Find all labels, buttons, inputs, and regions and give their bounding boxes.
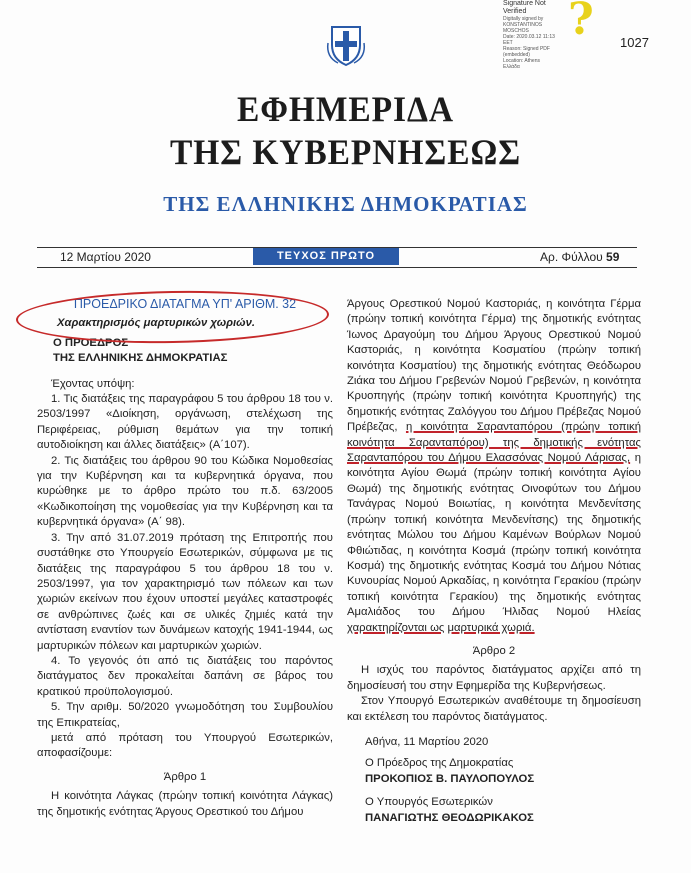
left-column xyxy=(37,297,333,820)
sheet-value: 59 xyxy=(606,250,620,264)
masthead-title: ΕΦΗΜΕΡΙΔΑ xyxy=(236,89,455,129)
article-2-para-2: Στον Υπουργό Εσωτερικών αναθέτουμε τη δημοσίευση και εκτέλεση του παρόντος διατάγματος. xyxy=(347,695,641,723)
president-title: Ο Πρόεδρος της Δημοκρατίας xyxy=(365,757,514,770)
article-2-para-1: Η ισχύς του παρόντος διατάγματος αρχίζει από τη δημοσίευσή του στην Εφημερίδα της Κυβερνήσεως. xyxy=(347,664,641,692)
article-1-conclusion: χαρακτηρίζονται ως μαρτυρικά χωριά. xyxy=(347,621,535,634)
recital-1: 1. Τις διατάξεις της παραγράφου 5 του άρθρου 18 του ν. 2503/1997 «Διοίκηση, οργάνωση, στελέχωση της Περιφέρειας, ρύθμιση θεμάτων για την τοπική αυτοδιοίκηση και άλλες διατάξεις» (Α΄107). xyxy=(37,393,333,452)
recital-4: 4. Το γεγονός ότι από τις διατάξεις του παρόντος διατάγματος δεν προκαλείται δαπάνη σε βάρος του κρατικού προϋπολογισμού. xyxy=(37,654,333,698)
article-1-heading: Άρθρο 1 xyxy=(163,770,207,783)
having-regard: Έχοντας υπόψη: xyxy=(51,377,135,390)
issue-type-badge: ΤΕΥΧΟΣ ΠΡΩΤΟ xyxy=(253,248,399,265)
greek-coat-of-arms-icon xyxy=(324,23,368,67)
decree-subject: Χαρακτηρισμός μαρτυρικών χωριών. xyxy=(57,317,255,330)
page-number: 1027 xyxy=(620,35,649,50)
recital-5: 5. Την αριθμ. 50/2020 γνωμοδότηση του Συμβουλίου της Επικρατείας, xyxy=(37,701,333,729)
recital-2: 2. Τις διατάξεις του άρθρου 90 του Κώδικα Νομοθεσίας για την Κυβέρνηση και τα κυβερνητικά όργανα, που κυρώθηκε με το άρθρο πρώτο του π.δ. 63/2005 «Κωδικοποίηση της νομοθεσίας για την Κυβέρνηση και τα κυβερνητικά όργανα» (Α΄ 98). xyxy=(37,454,333,529)
masthead-subtitle: ΤΗΣ ΚΥΒΕΡΝΗΣΕΩΣ xyxy=(169,132,522,172)
decision-line: μετά από πρόταση του Υπουργού Εσωτερικών, αποφασίζουμε: xyxy=(37,731,333,760)
sheet-number xyxy=(540,250,619,264)
article-1-start: Η κοινότητα Λάγκας (πρώην τοπική κοινότητα Λάγκας) της δημοτικής ενότητας Άργους Ορεστικού του Δήμου xyxy=(37,790,333,818)
digital-signature-stamp: Signature Not Verified Digitally signed by KONSTANTINOS MOSCHOS Date: 2020.03.12 11:13 EET Reason: Signed PDF (embedded) Location: Athens Ελλάδα xyxy=(503,0,555,70)
president-name: ΠΡΟΚΟΠΙΟΣ Β. ΠΑΥΛΟΠΟΥΛΟΣ xyxy=(365,772,535,785)
decree-title: ΠΡΟΕΔΡΙΚΟ ΔΙΑΤΑΓΜΑ ΥΠ' ΑΡΙΘΜ. 32 xyxy=(73,297,297,311)
article-2-heading: Άρθρο 2 xyxy=(472,644,516,657)
issue-date: 12 Μαρτίου 2020 xyxy=(60,250,151,264)
article-1-text-rest: η κοινότητα Αγίου Θωμά (πρώην τοπική κοινότητα Αγίου Θωμά) της δημοτικής ενότητας Οινοφύτων του Δήμου Τανάγρας Νομού Βοιωτίας, η κοινότητα Μενδενίτσης (πρώην τοπική κοινότητα Μενδενίτσης) της δημοτικής ενότητας Μώλου του Δήμου Καμένων Βούρλων Νομού Φθιώτιδας, η κοινότητα Κοσμά (πρώην τοπική κοινότητα Κοσμά) της δημοτικής ενότητας Κοσμά του Δήμου Νότιας Κυνουρίας Νομού Αρκαδίας, η κοινότητα Γερακίου (πρώην τοπική κοινότητα Γερακίου) της δημοτικής ενότητας Αμαλιάδος του Δήμου Ήλιδας Νομού Ηλείας xyxy=(347,452,641,619)
place-date: Αθήνα, 11 Μαρτίου 2020 xyxy=(365,735,489,748)
right-column xyxy=(347,297,641,826)
president-heading-2: ΤΗΣ ΕΛΛΗΝΙΚΗΣ ΔΗΜΟΚΡΑΤΙΑΣ xyxy=(53,352,228,365)
article-1-body xyxy=(347,297,641,636)
masthead-republic: ΤΗΣ ΕΛΛΗΝΙΚΗΣ ΔΗΜΟΚΡΑΤΙΑΣ xyxy=(163,192,528,216)
minister-name: ΠΑΝΑΓΙΩΤΗΣ ΘΕΟΔΩΡΙΚΑΚΟΣ xyxy=(365,811,534,824)
minister-title: Ο Υπουργός Εσωτερικών xyxy=(365,796,493,809)
article-1-highlight: η κοινότητα Σαρανταπόρου (πρώην τοπική κοινότητα Σαρανταπόρου) της δημοτικής ενότητας Σαρανταπόρου του Δήμου Ελασσόνας Νομού Λάρισας, xyxy=(347,421,641,465)
recital-3: 3. Την από 31.07.2019 πρόταση της Επιτροπής που συστάθηκε στο Υπουργείο Εσωτερικών, σύμφωνα με τις διατάξεις της παραγράφου 5 του άρθρου 18 του ν. 2503/1997, για τον χαρακτηρισμό των πόλεων και των χωριών εκείνων που έχουν υποστεί μεγάλες καταστροφές σε ανθρώπινες ζωές και σε υλικές ζημιές κατά την αντίσταση εναντίον των δυνάμεων κατοχής 1941-1944, ως μαρτυρικών πόλεων και μαρτυρικών χωριών. xyxy=(37,531,333,652)
article-1-text: Άργους Ορεστικού Νομού Καστοριάς, η κοινότητα Γέρμα (πρώην τοπική κοινότητα Γέρμα) της δημοτικής ενότητας Ίωνος Δραγούμη του Δήμου Άργους Ορεστικού Νομού Καστοριάς, η κοινότητα Κοσματίου (πρώην τοπική κοινότητα Κοσματίου) της δημοτικής ενότητας Θεόδωρου Ζιάκα του Δήμου Γρεβενών Νομού Γρεβενών, η κοινότητα Κρυοπηγής (πρώην τοπική κοινότητα Κρυοπηγής) της δημοτικής ενότητας Ζαλόγγου του Δήμου Πρέβεζας Νομού Πρέβεζας, xyxy=(347,298,641,434)
question-mark-icon: ? xyxy=(568,0,594,45)
sheet-label: Αρ. Φύλλου xyxy=(540,250,603,264)
president-heading: Ο ΠΡΟΕΔΡΟΣ xyxy=(53,336,129,349)
